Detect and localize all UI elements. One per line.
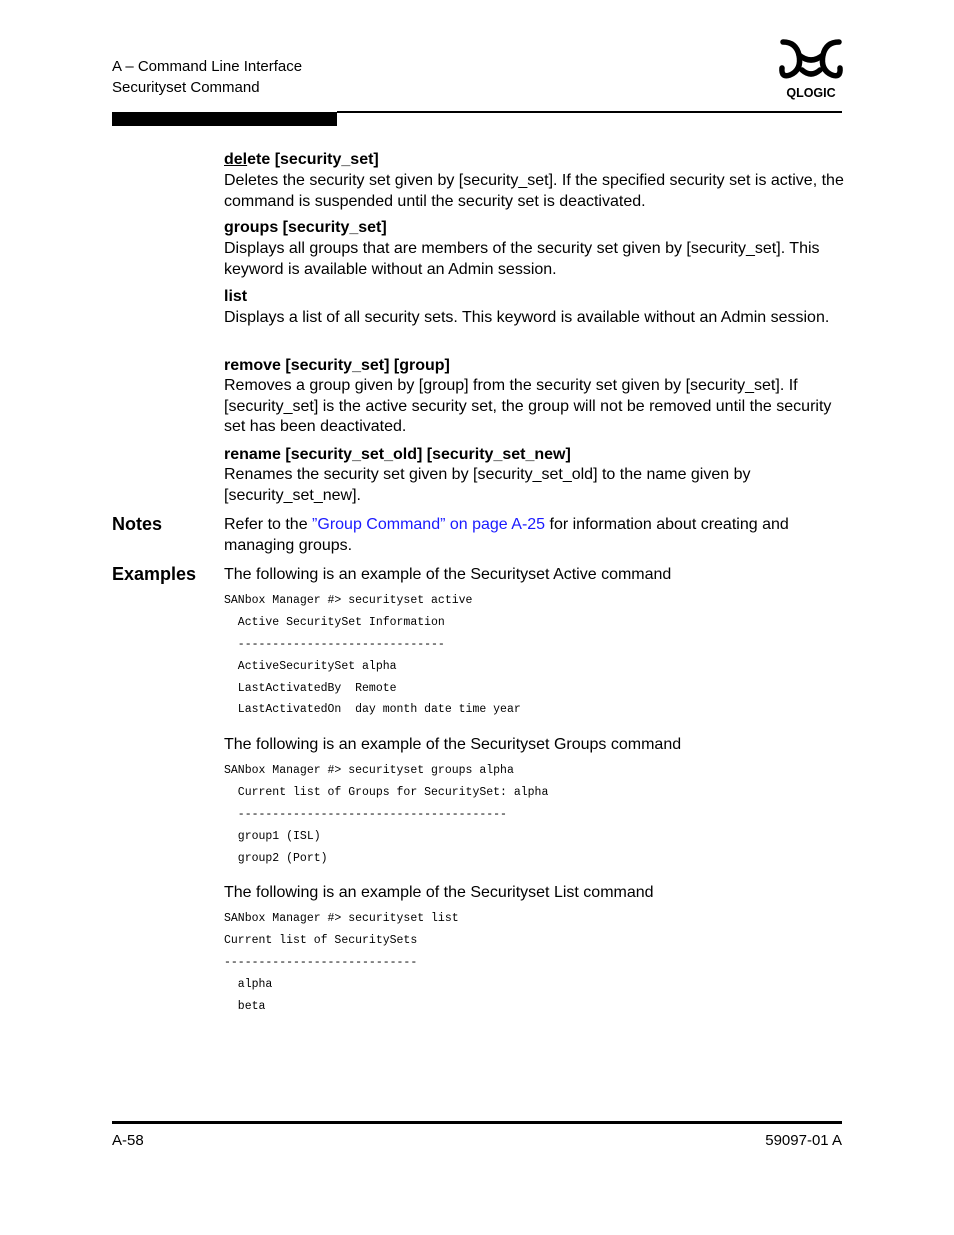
footer-rule [112, 1121, 842, 1124]
code-line: ActiveSecuritySet alpha [224, 660, 397, 673]
code-line: Current list of SecuritySets [224, 934, 418, 947]
keyword-remove-desc: Removes a group given by [group] from the security set given by [security_set]. If [security_set] is the active security set, the group will not be removed until the security set has been deactivated. [224, 377, 832, 435]
code-line: --------------------------------------- [224, 808, 507, 821]
code-line: LastActivatedBy Remote [224, 682, 397, 695]
code-line: group2 (Port) [224, 852, 328, 865]
code-line: ---------------------------- [224, 956, 418, 969]
examples-label: Examples [112, 564, 197, 584]
keyword-delete-rest: ete [security_set] [247, 151, 379, 168]
code-line: Active SecuritySet Information [224, 616, 445, 629]
example-groups-intro: The following is an example of the Securityset Groups command [224, 736, 682, 753]
keyword-list-title: list [224, 288, 248, 305]
header-chapter: A – Command Line Interface [112, 58, 303, 75]
code-line: SANbox Manager #> securityset groups alpha [224, 764, 514, 777]
page-number: A-58 [112, 1132, 144, 1149]
keyword-delete-desc: Deletes the security set given by [security_set]. If the specified security set is active, the command is suspended until the security set is deactivated. [224, 172, 844, 210]
notes-label: Notes [112, 514, 163, 534]
keyword-delete-abbrev: del [224, 151, 248, 168]
code-line: SANbox Manager #> securityset list [224, 912, 459, 925]
code-line: group1 (ISL) [224, 830, 321, 843]
code-line: LastActivatedOn day month date time year [224, 703, 521, 716]
keyword-remove-title: remove [security_set] [group] [224, 357, 450, 374]
keyword-delete-title [224, 150, 379, 170]
keyword-list-desc: Displays a list of all security sets. This keyword is available without an Admin session. [224, 309, 830, 326]
code-line: alpha [224, 978, 273, 991]
keyword-groups-desc: Displays all groups that are members of the security set given by [security_set]. This keyword is available without an Admin session. [224, 240, 820, 278]
code-line: beta [224, 1000, 266, 1013]
logo-text: QLOGIC [786, 86, 836, 100]
code-line: Current list of Groups for SecuritySet: alpha [224, 786, 549, 799]
notes-text-before: Refer to the [224, 516, 313, 533]
group-command-link[interactable]: ”Group Command” on page A-25 [312, 516, 546, 533]
document-id: 59097-01 A [765, 1132, 842, 1149]
example-active-intro: The following is an example of the Securityset Active command [224, 566, 672, 583]
notes-text [224, 515, 844, 556]
keyword-rename-title: rename [security_set_old] [security_set_new] [224, 446, 571, 463]
header-rule-thick [112, 112, 337, 126]
notes-text-after: for information about creating and managing groups. [224, 516, 789, 554]
example-list-intro: The following is an example of the Securityset List command [224, 884, 654, 901]
code-line: ------------------------------ [224, 638, 445, 651]
header-rule-thin [337, 111, 842, 113]
header-section: Securityset Command [112, 79, 260, 96]
code-line: SANbox Manager #> securityset active [224, 594, 473, 607]
keyword-groups-title: groups [security_set] [224, 219, 387, 236]
keyword-rename-desc: Renames the security set given by [security_set_old] to the name given by [security_set_new]. [224, 466, 751, 504]
qlogic-logo-icon [778, 38, 844, 100]
